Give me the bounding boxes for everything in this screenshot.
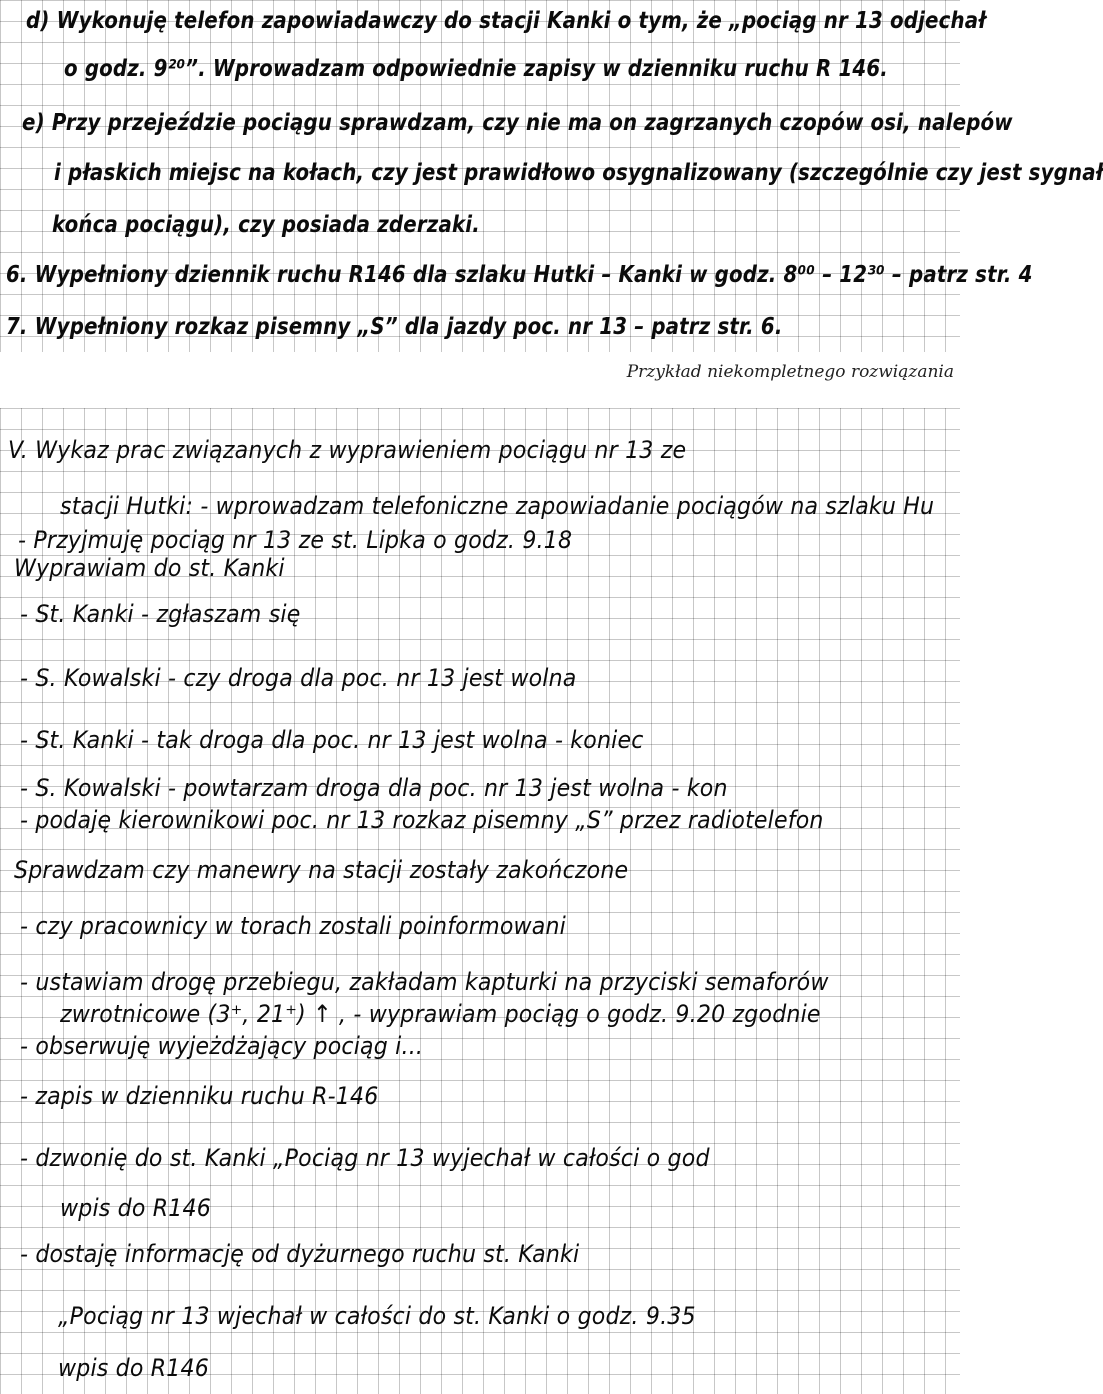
attempt-line: - S. Kowalski - powtarzam droga dla poc. nr 13 jest wolna - kon: [20, 774, 728, 802]
attempt-line: - zapis w dzienniku ruchu R-146: [20, 1082, 379, 1110]
attempt-sheet: [0, 408, 960, 1394]
solution-line: końca pociągu), czy posiada zderzaki.: [52, 212, 480, 238]
solution-line: e) Przy przejeździe pociągu sprawdzam, czy nie ma on zagrzanych czopów osi, nalepów: [22, 110, 1013, 136]
attempt-line: - S. Kowalski - czy droga dla poc. nr 13 jest wolna: [20, 664, 577, 692]
attempt-line: stacji Hutki: - wprowadzam telefoniczne zapowiadanie pociągów na szlaku Hu: [60, 492, 935, 520]
solution-sheet: [0, 0, 1103, 352]
attempt-line: - St. Kanki - zgłaszam się: [20, 600, 301, 628]
figure-caption: Przykład niekompletnego rozwiązania: [626, 362, 954, 382]
solution-line: 6. Wypełniony dziennik ruchu R146 dla szlaku Hutki – Kanki w godz. 8⁰⁰ – 12³⁰ – patrz str. 4: [6, 262, 1033, 288]
attempt-line: wpis do R146: [58, 1354, 209, 1382]
attempt-line: „Pociąg nr 13 wjechał w całości do st. Kanki o godz. 9.35: [58, 1302, 696, 1330]
attempt-line: - obserwuję wyjeżdżający pociąg i...: [20, 1032, 424, 1060]
attempt-line: - dzwonię do st. Kanki „Pociąg nr 13 wyjechał w całości o god: [20, 1144, 710, 1172]
solution-line: 7. Wypełniony rozkaz pisemny „S” dla jazdy poc. nr 13 – patrz str. 6.: [6, 314, 783, 340]
attempt-line: zwrotnicowe (3⁺, 21⁺) ↑ , - wyprawiam pociąg o godz. 9.20 zgodnie: [60, 1000, 821, 1028]
attempt-line: - dostaję informację od dyżurnego ruchu st. Kanki: [20, 1240, 580, 1268]
attempt-line: wpis do R146: [60, 1194, 211, 1222]
solution-line: i płaskich miejsc na kołach, czy jest prawidłowo osygnalizowany (szczególnie czy jest sygnał: [54, 160, 1103, 186]
attempt-line: - ustawiam drogę przebiegu, zakładam kapturki na przyciski semaforów: [20, 968, 829, 996]
solution-line: d) Wykonuję telefon zapowiadawczy do stacji Kanki o tym, że „pociąg nr 13 odjechał: [26, 8, 986, 34]
attempt-line: - Przyjmuję pociąg nr 13 ze st. Lipka o godz. 9.18: [18, 526, 573, 554]
attempt-line: Sprawdzam czy manewry na stacji zostały zakończone: [14, 856, 629, 884]
attempt-line: Wyprawiam do st. Kanki: [14, 554, 285, 582]
attempt-line: V. Wykaz prac związanych z wyprawieniem pociągu nr 13 ze: [8, 436, 687, 464]
attempt-line: - czy pracownicy w torach zostali poinformowani: [20, 912, 566, 940]
attempt-line: - podaję kierownikowi poc. nr 13 rozkaz pisemny „S” przez radiotelefon: [20, 806, 824, 834]
attempt-line: - St. Kanki - tak droga dla poc. nr 13 jest wolna - koniec: [20, 726, 644, 754]
solution-line: o godz. 9²⁰”. Wprowadzam odpowiednie zapisy w dzienniku ruchu R 146.: [64, 56, 888, 82]
